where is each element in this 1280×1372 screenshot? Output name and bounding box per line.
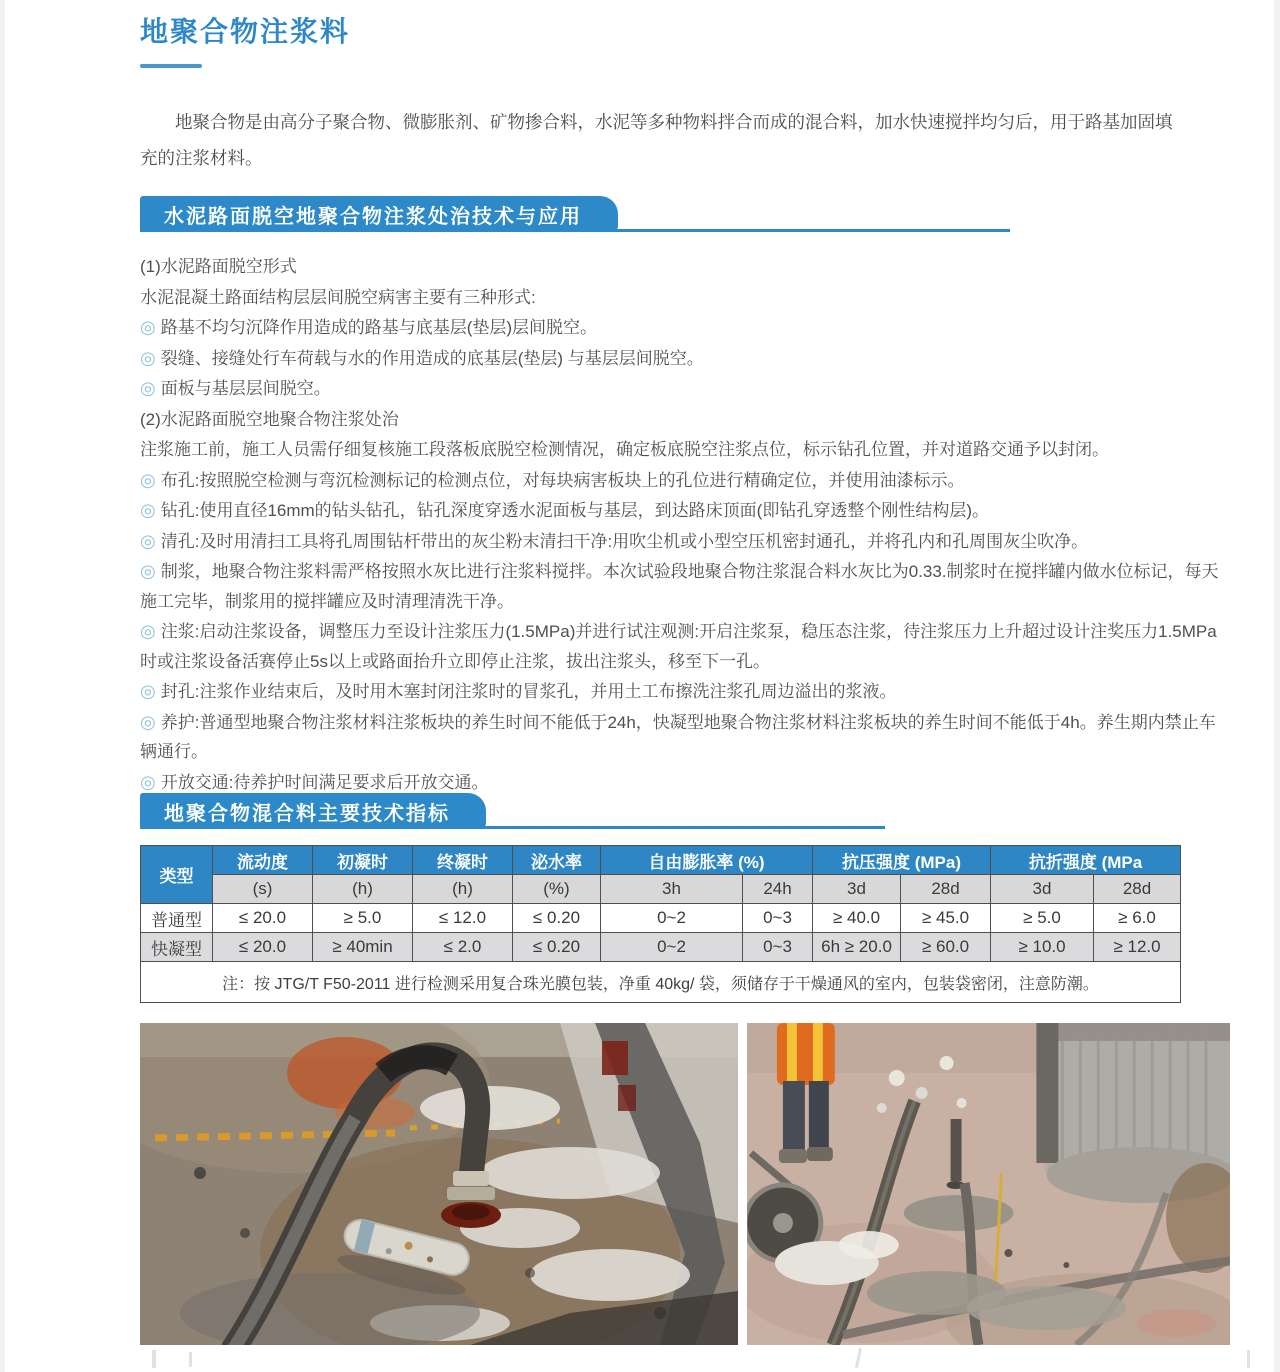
bullet-item: ◎ 裂缝、接缝处行车荷载与水的作用造成的底基层(垫层) 与基层层间脱空。 [140,347,704,368]
paragraph: 水泥混凝土路面结构层层间脱空病害主要有三种形式: [140,287,536,307]
table-cell: ≥ 40.0 [813,904,901,933]
bullet-item: ◎ 注浆:启动注浆设备，调整压力至设计注浆压力(1.5MPa)并进行试注观测:开启注浆泵，稳压态注浆，待注浆压力上升超过设计注奖压力1.5MPa时或注浆设备活赛停止5s以上或路面抬升立即停止注浆，拔出注浆头，移至下一孔。 [140,621,1217,671]
table-subheader: 3d [813,875,901,904]
table-header: 初凝时 [313,846,413,875]
bullet-item: ◎ 路基不均匀沉降作用造成的路基与底基层(垫层)层间脱空。 [140,317,598,337]
photo-grouting-hose [140,1023,738,1345]
bullet-item: ◎ 清孔:及时用清扫工具将孔周围钻杆带出的灰尘粉末清扫干净:用吹尘机或小型空压机密封通孔，并将孔内和孔周围灰尘吹净。 [140,530,1089,551]
table-cell: ≤ 12.0 [413,904,513,933]
table-subheader: (h) [313,875,413,904]
section-banner-tech [140,196,618,236]
page-edge-artifact [152,1350,156,1368]
table-subheader: 24h [743,875,813,904]
table-cell: ≥ 60.0 [901,933,991,962]
table-cell: ≥ 5.0 [991,904,1094,933]
table-cell: 0~3 [743,904,813,933]
ring-bullet-icon: ◎ [140,771,156,792]
ring-bullet-icon: ◎ [140,530,156,551]
photo-grouting-site-art [747,1023,1230,1345]
tech-paragraphs [140,252,1222,798]
bullet-item: ◎ 面板与基层层间脱空。 [140,378,331,398]
table-row [141,904,1181,933]
table-cell: ≤ 2.0 [413,933,513,962]
table-cell: 0~3 [743,933,813,962]
table-subheader: 3d [991,875,1094,904]
table-subheader: (%) [513,875,601,904]
ring-bullet-icon: ◎ [140,561,156,581]
bullet-item: ◎ 制浆，地聚合物注浆料需严格按照水灰比进行注浆料搅拌。本次试验段地聚合物注浆混合料水灰比为0.33.制浆时在搅拌罐内做水位标记，每天施工完毕，制浆用的搅拌罐应及时清理清洗干净。 [140,561,1219,611]
table-cell: ≤ 0.20 [513,904,601,933]
table-note-row [141,962,1181,1003]
bullet-item: ◎ 布孔:按照脱空检测与弯沉检测标记的检测点位，对每块病害板块上的孔位进行精确定位，并使用油漆标示。 [140,469,965,490]
page-right-edge [1274,0,1280,1372]
table-cell: 0~2 [601,904,743,933]
title-underline [140,64,202,68]
paragraph: (1)水泥路面脱空形式 [140,257,297,276]
section-title-specs: 地聚合物混合料主要技术指标 [140,793,486,829]
table-subheader: 28d [1094,875,1181,904]
table-subheader: 3h [601,875,743,904]
table-header-type: 类型 [141,846,213,904]
table-cell: ≥ 6.0 [1094,904,1181,933]
page-title: 地聚合物注浆料 [140,16,351,47]
page-edge-artifact [855,1348,862,1368]
page-left-edge [0,0,5,1372]
table-cell: ≥ 45.0 [901,904,991,933]
table-header: 泌水率 [513,846,601,875]
bullet-item: ◎ 封孔:注浆作业结束后，及时用木塞封闭注浆时的冒浆孔，并用土工布擦洗注浆孔周边溢出的浆液。 [140,681,897,701]
table-row [141,933,1181,962]
table-subheader: 28d [901,875,991,904]
table-header: 抗压强度 (MPa) [813,846,991,875]
row-type-cell: 快凝型 [141,933,213,962]
table-cell: ≥ 5.0 [313,904,413,933]
photo-grouting-hose-art [140,1023,738,1345]
page-edge-artifact [1247,1350,1250,1368]
table-header: 终凝时 [413,846,513,875]
table-cell: 6h ≥ 20.0 [813,933,901,962]
table-cell: ≥ 40min [313,933,413,962]
table-note: 注：按 JTG/T F50-2011 进行检测采用复合珠光膜包装，净重 40kg/ 袋，须储存于干燥通风的室内，包装袋密闭，注意防潮。 [141,962,1181,1003]
table-cell: ≤ 0.20 [513,933,601,962]
table-cell: ≤ 20.0 [213,904,313,933]
row-type-cell: 普通型 [141,904,213,933]
section-title-tech: 水泥路面脱空地聚合物注浆处治技术与应用 [140,196,618,232]
ring-bullet-icon: ◎ [140,621,156,641]
table-header: 抗折强度 (MPa [991,846,1181,875]
spec-table [140,845,1181,1003]
ring-bullet-icon: ◎ [140,378,156,398]
ring-bullet-icon: ◎ [140,681,156,701]
bullet-item: ◎ 开放交通:待养护时间满足要求后开放交通。 [140,771,489,792]
table-subheader: (s) [213,875,313,904]
photo-grouting-site [747,1023,1230,1345]
table-subheader: (h) [413,875,513,904]
ring-bullet-icon: ◎ [140,469,156,490]
paragraph: (2)水泥路面脱空地聚合物注浆处治 [140,409,399,429]
table-cell: ≥ 12.0 [1094,933,1181,962]
ring-bullet-icon: ◎ [140,711,156,732]
table-cell: ≥ 10.0 [991,933,1094,962]
table-header: 流动度 [213,846,313,875]
table-cell: 0~2 [601,933,743,962]
paragraph: 注浆施工前，施工人员需仔细复核施工段落板底脱空检测情况，确定板底脱空注浆点位，标示钻孔位置，并对道路交通予以封闭。 [140,440,1109,459]
table-header: 自由膨胀率 (%) [601,846,813,875]
intro-paragraph: 地聚合物是由高分子聚合物、微膨胀剂、矿物掺合料，水泥等多种物料拌合而成的混合料，加水快速搅拌均匀后，用于路基加固填充的注浆材料。 [140,112,1173,168]
bullet-item: ◎ 养护:普通型地聚合物注浆材料注浆板块的养生时间不能低于24h，快凝型地聚合物注浆材料注浆板块的养生时间不能低于4h。养生期内禁止车辆通行。 [140,711,1216,761]
page-edge-artifact [189,1352,192,1367]
section-banner-specs [140,793,486,833]
ring-bullet-icon: ◎ [140,500,156,520]
ring-bullet-icon: ◎ [140,317,156,337]
ring-bullet-icon: ◎ [140,347,156,368]
bullet-item: ◎ 钻孔:使用直径16mm的钻头钻孔，钻孔深度穿透水泥面板与基层，到达路床顶面(即钻孔穿透整个刚性结构层)。 [140,500,989,520]
table-cell: ≤ 20.0 [213,933,313,962]
